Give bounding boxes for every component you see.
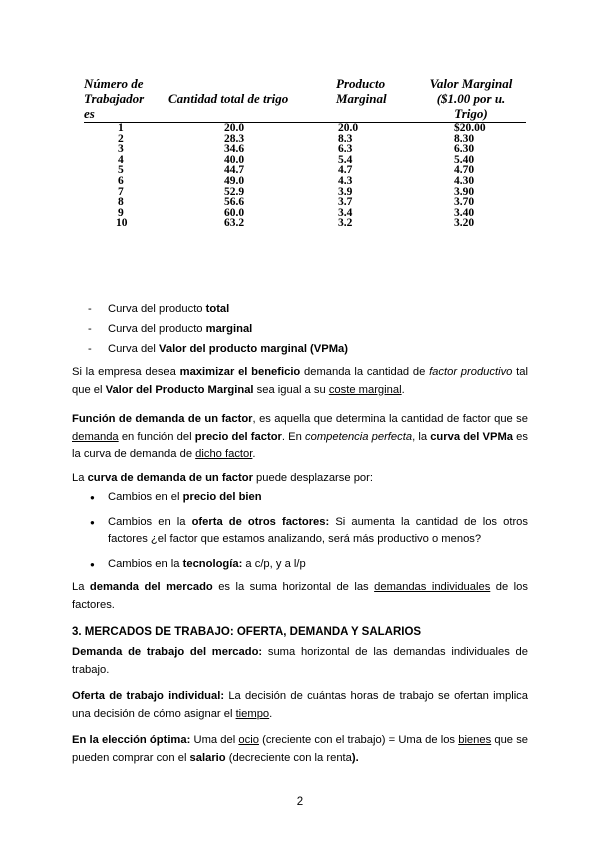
cell-marginal: 20.0 [338,122,359,134]
cell-marginal: 4.7 [338,164,353,177]
cell-total: 60.0 [224,206,245,219]
list-item: - Curva del producto marginal [88,319,348,339]
cell-workers: 8 [118,196,124,209]
cell-total: 20.0 [224,122,245,134]
header-total-wheat: Cantidad total de trigo [168,76,336,123]
paragraph-market-demand: La demanda del mercado es la suma horizontal de las demandas individuales de los factores. [72,581,528,611]
cell-value: 6.30 [454,143,475,156]
list-item: - Curva del producto total [88,299,348,319]
cell-marginal: 6.3 [338,143,353,156]
header-workers: Número de Trabajador es [84,76,168,123]
shift-causes-list [90,489,528,573]
table-row [84,123,526,134]
paragraph-max-benefit: Si la empresa desea maximizar el beneficio demanda la cantidad de factor productivo tal que el Valor del Producto Marginal sea igual a su coste marginal. [72,366,528,396]
table-header-row [84,76,526,123]
cell-value: 3.70 [454,196,475,209]
cell-value: 3.90 [454,185,475,198]
paragraph-demand-shift: La curva de demanda de un factor puede desplazarse por: [72,472,373,484]
paragraph-optimal-choice: En la elección óptima: Uma del ocio (creciente con el trabajo) = Uma de los bienes que se pueden comprar con el salario (decreciente con la renta). [72,734,529,764]
cell-value: 8.30 [454,132,475,145]
cell-value: $20.00 [454,122,486,134]
cell-workers: 5 [118,164,124,177]
cell-marginal: 8.3 [338,132,353,145]
paragraph-labor-demand: Demanda de trabajo del mercado: suma horizontal de las demandas individuales de trabajo. [72,646,528,676]
cell-total: 34.6 [224,143,245,156]
paragraph-factor-demand: Función de demanda de un factor, es aquella que determina la cantidad de factor que se demanda en función del precio del factor. En competencia perfecta, la curva del VPMa es la curva de demanda de dicho factor. [72,413,528,460]
cell-value: 3.40 [454,206,475,219]
cell-value: 3.20 [454,217,475,230]
cell-total: 44.7 [224,164,245,177]
cell-workers: 10 [116,217,128,230]
section-heading: 3. MERCADOS DE TRABAJO: OFERTA, DEMANDA Y SALARIOS [72,626,422,638]
cell-marginal: 3.2 [338,217,353,230]
header-marginal-product: Producto Marginal [336,76,416,123]
cell-workers: 3 [118,143,124,156]
cell-marginal: 3.7 [338,196,353,209]
table-row [84,218,526,229]
list-item: ● Cambios en la oferta de otros factores: Si aumenta la cantidad de los otros factores ¿el factor que estamos analizando, será más productivo o menos? [90,514,528,549]
cell-total: 56.6 [224,196,245,209]
cell-marginal: 5.4 [338,153,353,166]
cell-value: 4.70 [454,164,475,177]
cell-marginal: 4.3 [338,174,353,187]
cell-marginal: 3.9 [338,185,353,198]
list-item: ● Cambios en el precio del bien [90,489,528,507]
cell-value: 4.30 [454,174,475,187]
cell-total: 28.3 [224,132,245,145]
table-row [84,176,526,187]
cell-total: 49.0 [224,174,245,187]
header-marginal-value: Valor Marginal ($1.00 por u. Trigo) [416,76,526,123]
cell-total: 63.2 [224,217,245,230]
cell-workers: 1 [118,122,124,134]
cell-workers: 6 [118,174,124,187]
cell-value: 5.40 [454,153,475,166]
list-item: ● Cambios en la tecnología: a c/p, y a l/p [90,556,528,574]
cell-total: 52.9 [224,185,245,198]
cell-workers: 7 [118,185,124,198]
cell-total: 40.0 [224,153,245,166]
page-number: 2 [296,796,304,808]
workers-wheat-table [84,76,526,229]
cell-workers: 4 [118,153,124,166]
cell-workers: 9 [118,206,124,219]
cell-workers: 2 [118,132,124,145]
list-item: - Curva del Valor del producto marginal (VPMa) [88,339,348,359]
cell-marginal: 3.4 [338,206,353,219]
curves-list [88,299,348,359]
paragraph-labor-supply: Oferta de trabajo individual: La decisión de cuántas horas de trabajo se ofertan implica una decisión de cómo asignar el tiempo. [72,690,528,720]
